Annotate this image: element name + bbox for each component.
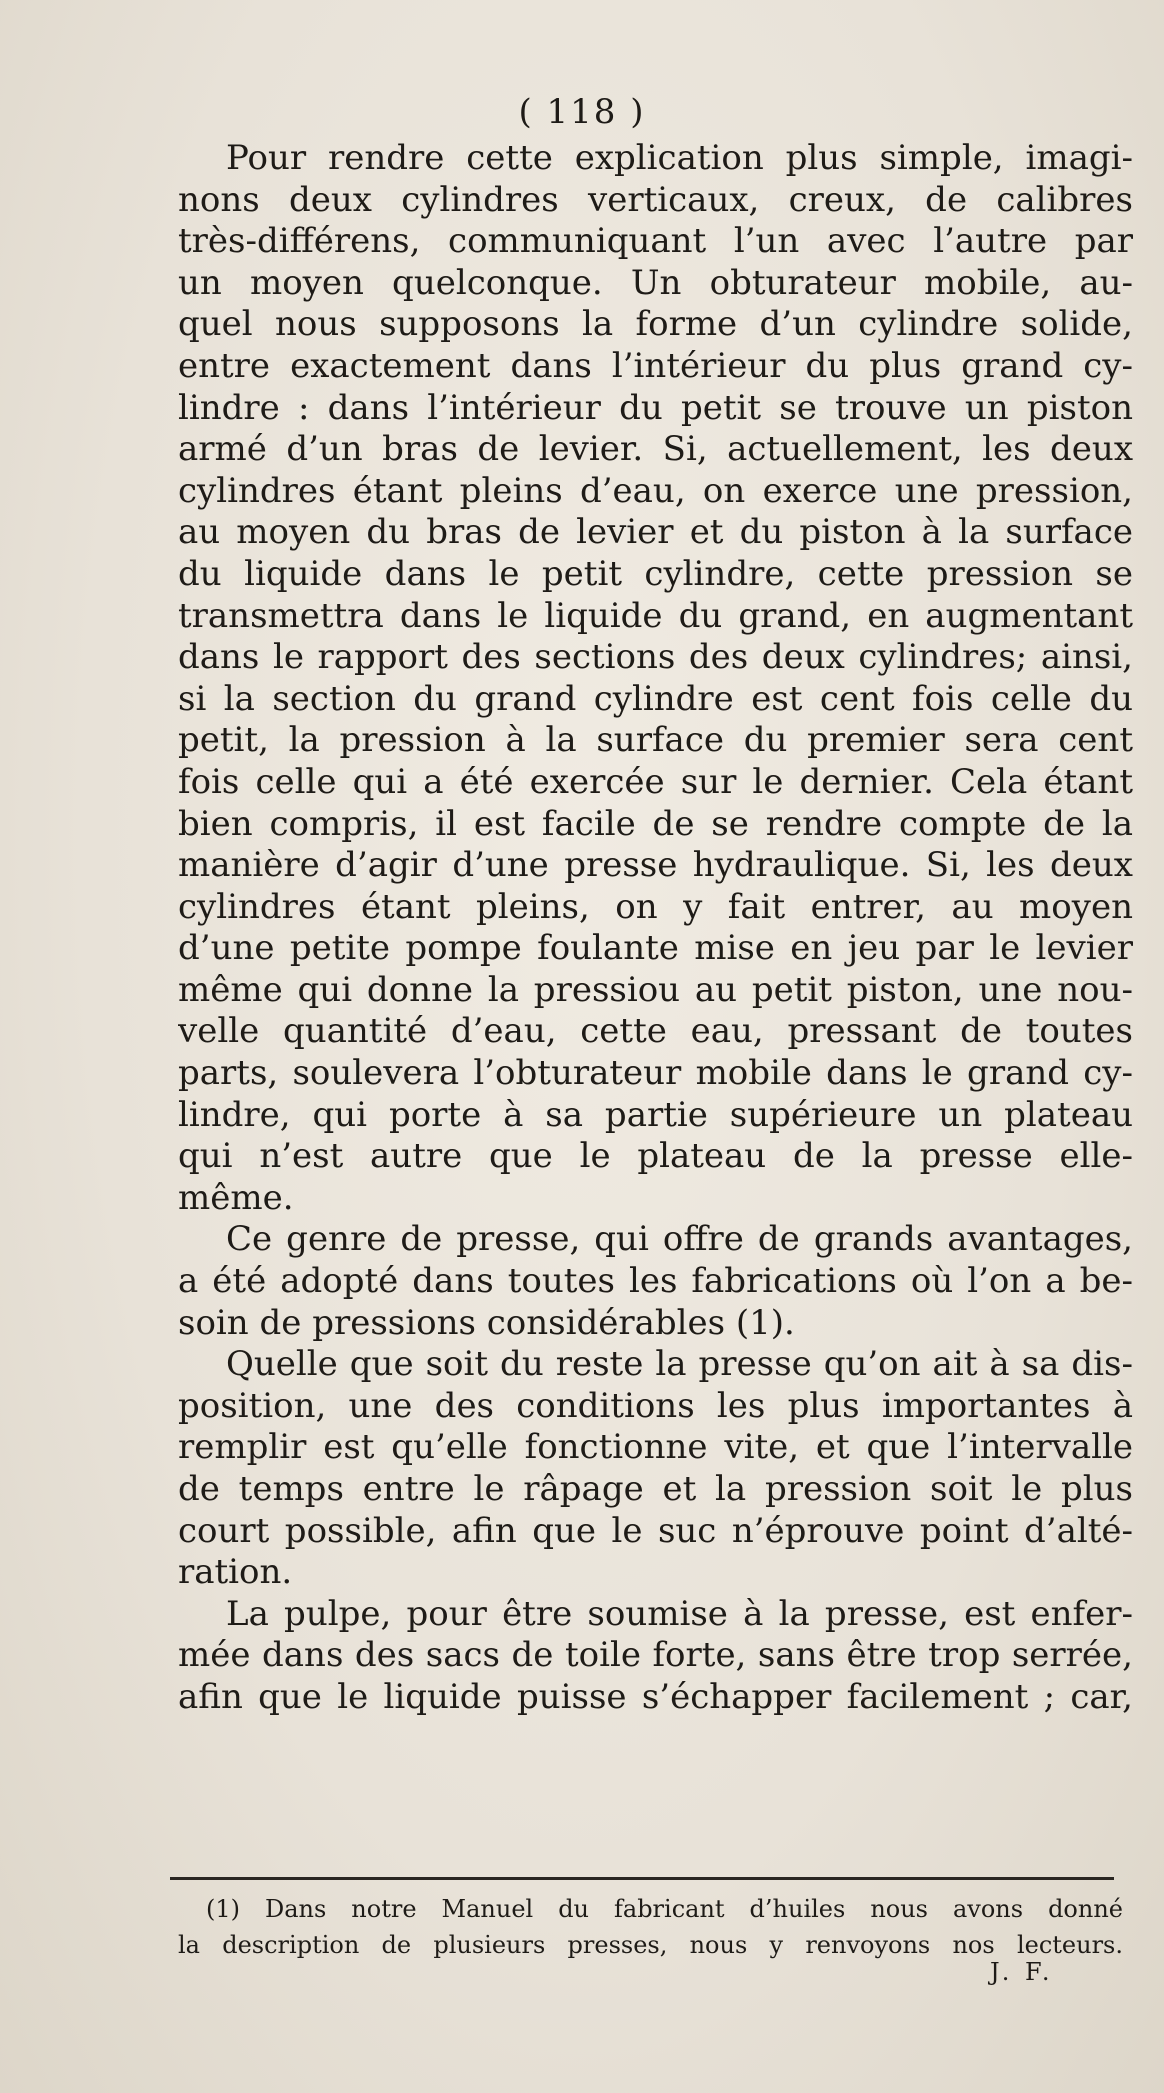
text-line: petit, la pression à la surface du premier sera cent [178,720,1133,761]
text-line: La pulpe, pour être soumise à la presse, est enfer- [226,1593,1133,1634]
text-line: afin que le liquide puisse s’échapper facilement ; car, [178,1676,1133,1717]
text-line: un moyen quelconque. Un obturateur mobile, au- [178,262,1133,303]
text-line: Quelle que soit du reste la presse qu’on ait à sa dis- [226,1344,1133,1385]
body-text [178,138,1133,1719]
footnote-signature: J. F. [990,1958,1054,1986]
text-line: même. [178,1177,294,1218]
footnote-line: (1) Dans notre Manuel du fabricant d’huiles nous avons donné [206,1895,1123,1923]
text-line: de temps entre le râpage et la pression soit le plus [178,1469,1133,1509]
text-line: mée dans des sacs de toile forte, sans être trop serrée, [178,1635,1133,1676]
footnote-line: la description de plusieurs presses, nous y renvoyons nos lecteurs. [178,1931,1123,1959]
text-line: Ce genre de presse, qui offre de grands avantages, [226,1219,1133,1260]
text-line: au moyen du bras de levier et du piston à la surface [178,512,1133,553]
text-line: soin de pressions considérables (1). [178,1302,795,1343]
text-line: ration. [178,1552,293,1593]
text-line: dans le rapport des sections des deux cylindres; ainsi, [178,637,1133,678]
text-line: cylindres étant pleins d’eau, on exerce une pression, [178,470,1133,511]
text-line: bien compris, il est facile de se rendre compte de la [178,803,1133,844]
text-line: court possible, afin que le suc n’éprouve point d’alté- [178,1510,1133,1551]
text-line: très-différens, communiquant l’un avec l’autre par [178,221,1133,262]
text-line: velle quantité d’eau, cette eau, pressant de toutes [178,1011,1133,1052]
text-line: manière d’agir d’une presse hydraulique. Si, les deux [178,845,1133,886]
footnote-rule [170,1877,1114,1880]
text-line: Pour rendre cette explication plus simple, imagi- [226,138,1133,178]
text-line: qui n’est autre que le plateau de la presse elle- [178,1136,1133,1177]
text-line: armé d’un bras de levier. Si, actuellement, les deux [178,429,1133,470]
text-line: même qui donne la pressiou au petit piston, une nou- [178,969,1133,1010]
page-number: ( 118 ) [518,92,646,132]
text-line: cylindres étant pleins, on y fait entrer, au moyen [178,886,1133,927]
text-line: du liquide dans le petit cylindre, cette pression se [178,553,1133,594]
text-line: transmettra dans le liquide du grand, en augmentant [178,595,1133,636]
text-line: lindre, qui porte à sa partie supérieure un plateau [178,1094,1133,1135]
text-line: quel nous supposons la forme d’un cylindre solide, [178,304,1133,345]
text-line: lindre : dans l’intérieur du petit se trouve un piston [178,387,1133,428]
footnote [178,1891,1123,1963]
text-line: si la section du grand cylindre est cent fois celle du [178,678,1133,719]
text-line: entre exactement dans l’intérieur du plus grand cy- [178,345,1133,386]
text-line: d’une petite pompe foulante mise en jeu par le levier [178,928,1133,969]
text-line: a été adopté dans toutes les fabrications où l’on a be- [178,1261,1133,1302]
text-line: fois celle qui a été exercée sur le dernier. Cela étant [178,761,1133,802]
text-line: position, une des conditions les plus importantes à [178,1385,1133,1426]
text-line: parts, soulevera l’obturateur mobile dans le grand cy- [178,1053,1133,1094]
text-line: nons deux cylindres verticaux, creux, de calibres [178,179,1133,220]
text-line: remplir est qu’elle fonctionne vite, et que l’intervalle [178,1427,1133,1468]
